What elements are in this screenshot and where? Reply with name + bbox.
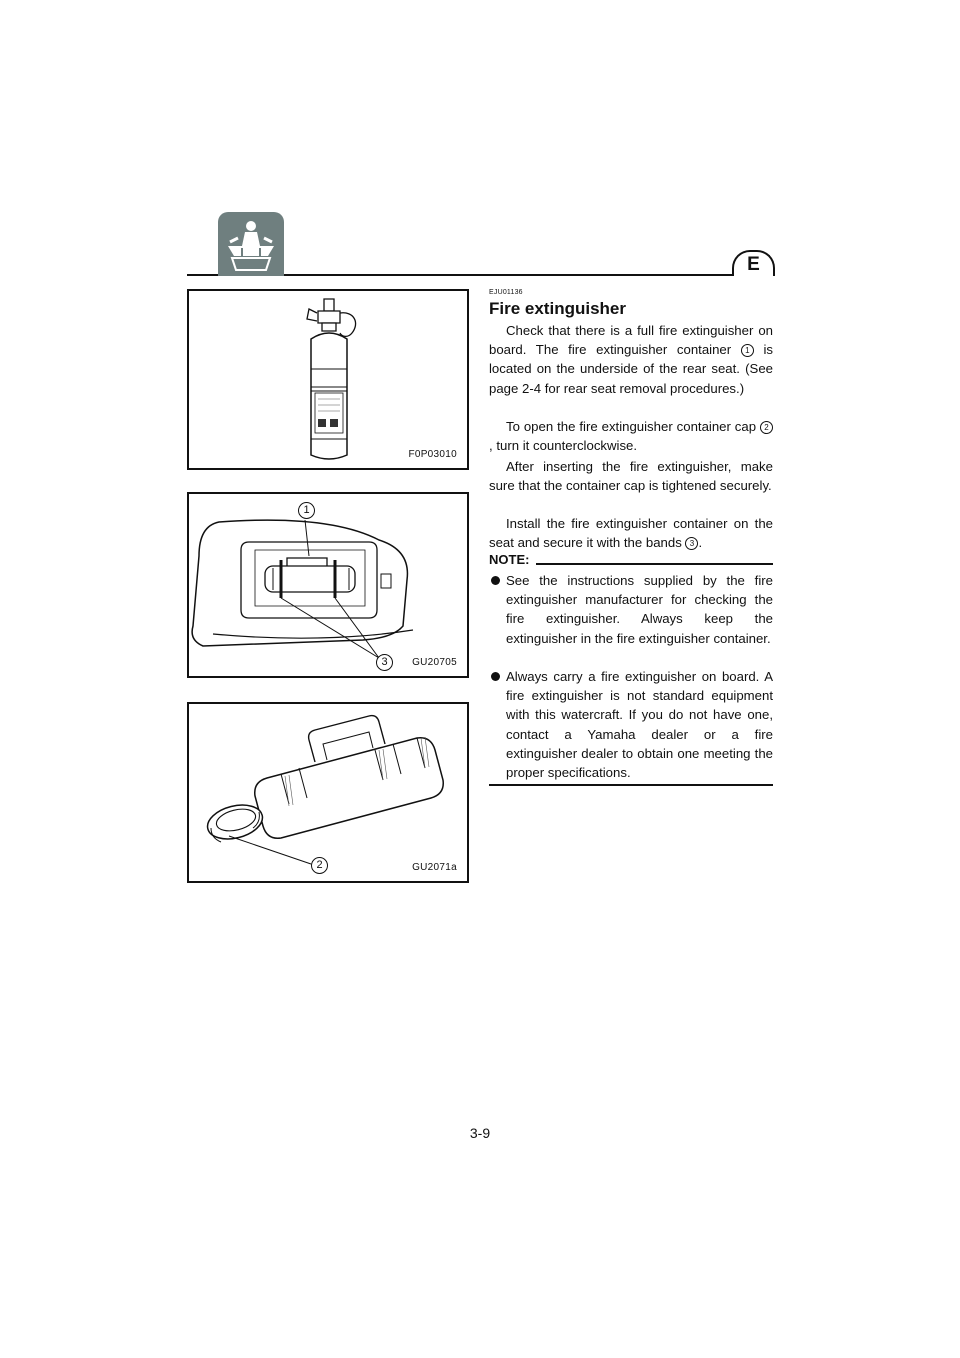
note-heading: NOTE: [489,552,530,567]
language-tab: E [732,250,775,276]
note-item [489,571,773,648]
paragraph-text: Check that there is a full fire extinguisher on board. The fire extinguisher container [489,323,773,358]
note-item-text: See the instructions supplied by the fire extinguisher manufacturer for checking the fire extinguisher. Always keep the extinguisher in the fire extinguisher container. [506,573,773,646]
callout-1: 1 [298,502,315,519]
note-item [489,667,773,782]
paragraph-3: After inserting the fire extinguisher, make sure that the container cap is tightened securely. [489,459,773,494]
reference-2: 2 [760,421,773,434]
paragraph-text: Install the fire extinguisher container on the seat and secure it with the bands [489,516,773,551]
note-item-text: Always carry a fire extinguisher on board. A fire extinguisher is not standard equipment with this watercraft. If you do not have one, contact a Yamaha dealer or a fire extinguisher dealer to obtain one meeting the proper specifications. [506,669,773,781]
callout-3: 3 [376,654,393,671]
bullet-icon [491,576,500,585]
bullet-icon [491,672,500,681]
figure-code: F0P03010 [408,449,457,460]
paragraph-text: is located on the underside of the rear seat. (See page 2-4 for rear seat removal procedures.) [489,342,773,396]
figure-fire-extinguisher [187,289,469,470]
paragraph-2 [489,417,773,455]
figure-code: GU2071a [412,862,457,873]
figure-seat-container [187,492,469,678]
paragraph-text: , turn it counterclockwise. [489,438,638,454]
paragraph-1 [489,321,773,398]
note-end-rule [489,784,773,786]
seat-container-illustration [189,494,467,676]
figure-code: GU20705 [412,657,457,668]
container-cap-illustration [189,704,467,881]
note-rule [536,563,773,565]
paragraph-text: To open the fire extinguisher container cap [506,419,760,434]
paragraph-4 [489,514,773,552]
reference-1: 1 [741,344,754,357]
figure-container-cap [187,702,469,883]
section-title: Fire extinguisher [489,299,626,318]
page-number: 3-9 [469,1125,491,1141]
section-code: EJU01136 [489,289,523,296]
reference-3: 3 [685,537,698,550]
callout-2: 2 [311,857,328,874]
watercraft-rider-icon [218,212,284,276]
paragraph-text: . [698,535,703,551]
fire-extinguisher-illustration [189,291,467,468]
